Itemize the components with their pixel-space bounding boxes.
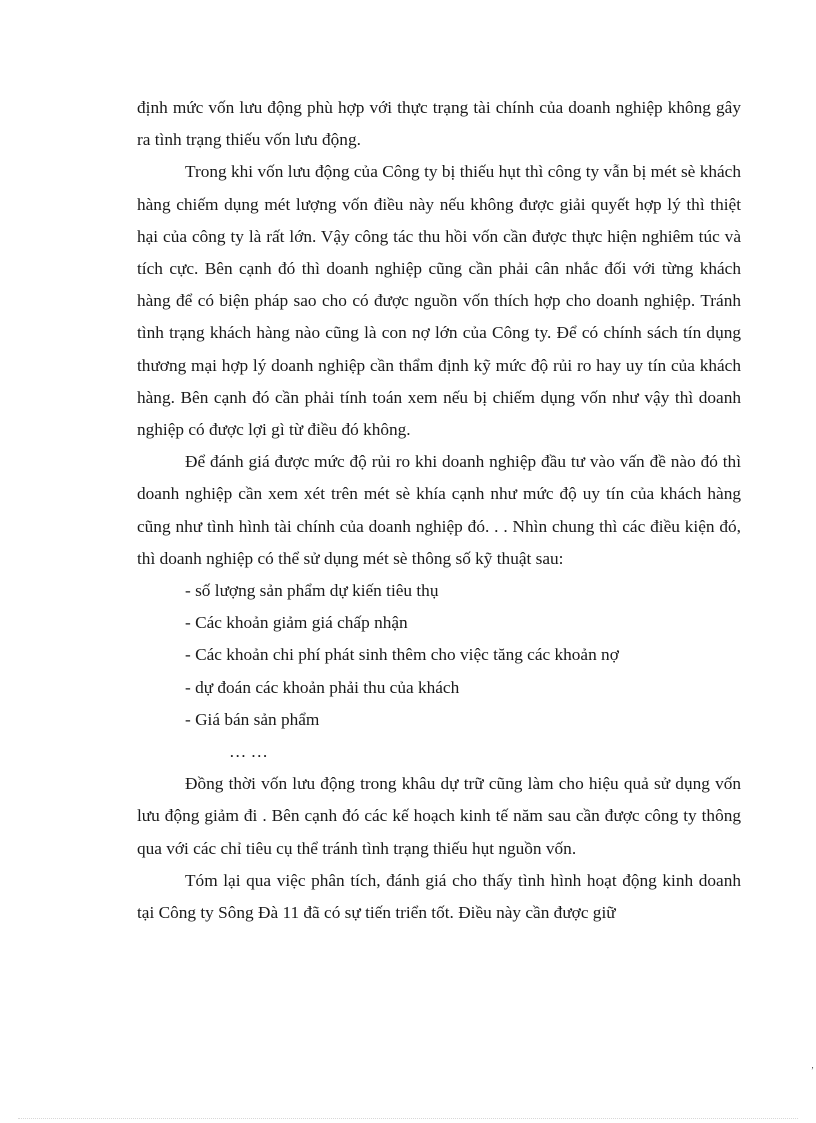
ellipsis: … …: [229, 742, 268, 762]
list-item: - Các khoản giảm giá chấp nhận: [185, 613, 408, 633]
paragraph: Đồng thời vốn lưu động trong khâu dự trữ cũng làm cho hiệu quả sử dụng vốn lưu động giảm đi . Bên cạnh đó các kế hoạch kinh tế năm sau cần được công ty thông qua với các chỉ tiêu cụ thể tránh tình trạng thiếu hụt nguồn vốn.: [137, 774, 741, 858]
page-bottom-divider: [18, 1118, 798, 1119]
list-item: - Giá bán sản phẩm: [185, 709, 320, 729]
list-item: - số lượng sản phẩm dự kiến tiêu thụ: [185, 581, 439, 601]
list-item: - Các khoản chi phí phát sinh thêm cho việc tăng các khoản nợ: [185, 645, 619, 665]
paragraph: Trong khi vốn lưu động của Công ty bị thiếu hụt thì công ty vẫn bị mét sè khách hàng chiếm dụng mét lượng vốn điều này nếu không được giải quyết hợp lý thì thiệt hại của công ty là rất lớn. Vậy công tác thu hồi vốn cần được thực hiện nghiêm túc và tích cực. Bên cạnh đó thì doanh nghiệp cũng cần phải cân nhắc đối với từng khách hàng để có biện pháp sao cho có được nguồn vốn thích hợp cho doanh nghiệp. Tránh tình trạng khách hàng nào cũng là con nợ lớn của Công ty. Để có chính sách tín dụng thương mại hợp lý doanh nghiệp cần thẩm định kỹ mức độ rủi ro hay uy tín của khách hàng. Bên cạnh đó cần phải tính toán xem nếu bị chiếm dụng vốn như vậy thì doanh nghiệp có được lợi gì từ điều đó không.: [137, 162, 741, 440]
paragraph: Tóm lại qua việc phân tích, đánh giá cho thấy tình hình hoạt động kinh doanh tại Công ty Sông Đà 11 đã có sự tiến triển tốt. Điều này cần được giữ: [137, 870, 741, 923]
corner-mark: ‚: [811, 1060, 814, 1070]
paragraph: định mức vốn lưu động phù hợp với thực trạng tài chính của doanh nghiệp không gây ra tình trạng thiếu vốn lưu động.: [137, 98, 741, 150]
paragraph: Để đánh giá được mức độ rủi ro khi doanh nghiệp đầu tư vào vấn đề nào đó thì doanh nghiệp cần xem xét trên mét sè khía cạnh như mức độ uy tín của khách hàng cũng như tình hình tài chính của doanh nghiệp đó. . . Nhìn chung thì các điều kiện đó, thì doanh nghiệp có thể sử dụng mét sè thông số kỹ thuật sau:: [137, 452, 741, 568]
list-item: - dự đoán các khoản phải thu của khách: [185, 677, 460, 697]
body-text: [137, 92, 741, 929]
